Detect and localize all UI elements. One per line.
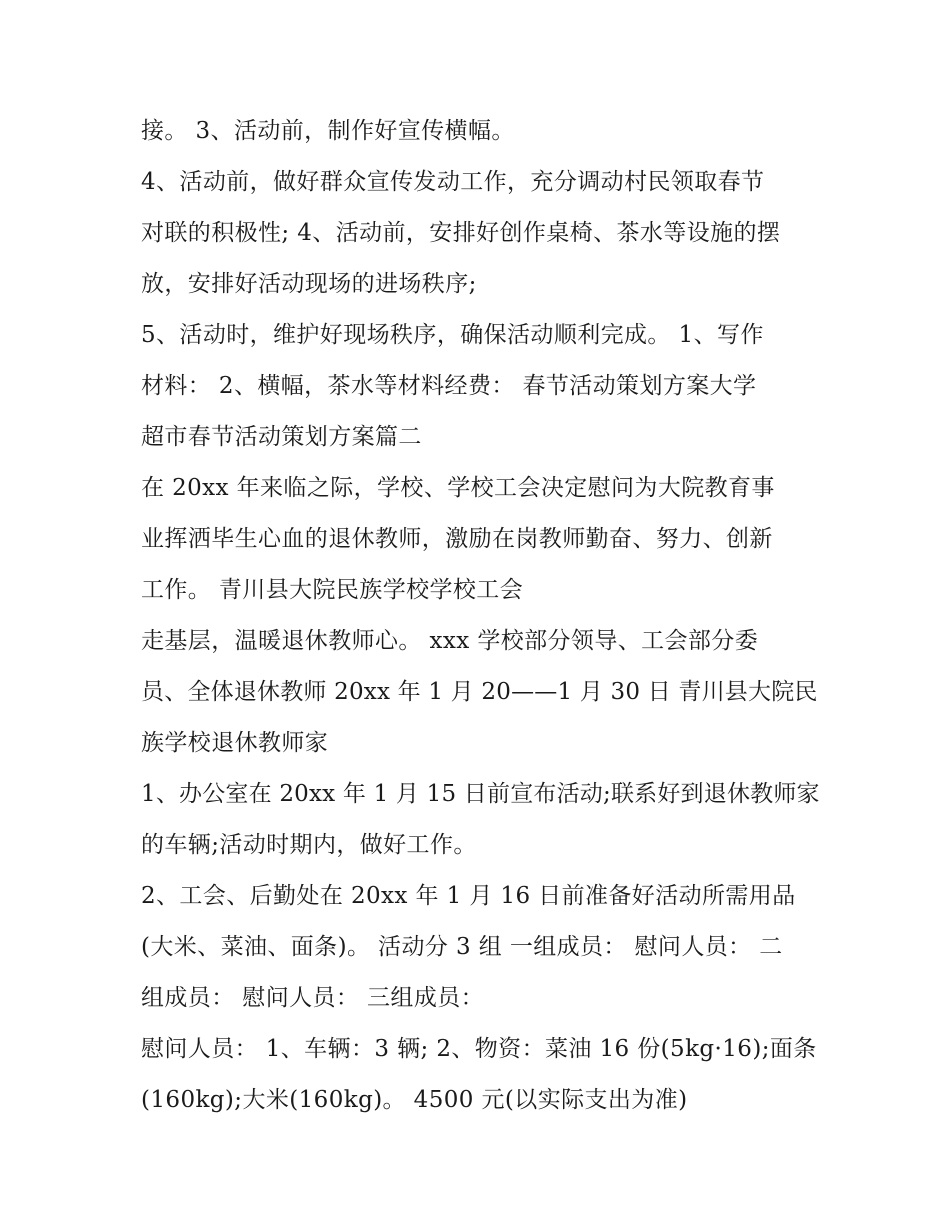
- text-line: 工作。 青川县大院民族学校学校工会: [141, 577, 524, 603]
- text-line: 接。 3、活动前，制作好宣传横幅。: [141, 118, 515, 144]
- text-line: 慰问人员： 1、车辆：3 辆; 2、物资：菜油 16 份(5kg·16);面条: [141, 1036, 817, 1062]
- text-line: 放，安排好活动现场的进场秩序;: [141, 271, 477, 297]
- text-line: 的车辆;活动时期内，做好工作。: [141, 832, 477, 858]
- text-line: 族学校退休教师家: [141, 730, 329, 756]
- text-line: (160kg);大米(160kg)。 4500 元(以实际支出为准): [141, 1087, 688, 1113]
- text-line: 走基层，温暖退休教师心。 xxx 学校部分领导、工会部分委: [141, 628, 759, 654]
- text-line: 4、活动前，做好群众宣传发动工作，充分调动村民领取春节: [141, 169, 765, 195]
- section-heading-line: 超市春节活动策划方案篇二: [141, 424, 422, 450]
- text-line: 组成员： 慰问人员： 三组成员：: [141, 985, 485, 1011]
- text-line: 业挥洒毕生心血的退休教师，激励在岗教师勤奋、努力、创新: [141, 526, 773, 552]
- document-body: [141, 106, 821, 1126]
- text-line: 材料： 2、横幅，茶水等材料经费： 春节活动策划方案大学: [141, 373, 757, 399]
- text-line: 1、办公室在 20xx 年 1 月 15 日前宣布活动;联系好到退休教师家: [141, 781, 820, 807]
- text-line: 5、活动时，维护好现场秩序，确保活动顺利完成。 1、写作: [141, 322, 764, 348]
- text-line: 员、全体退休教师 20xx 年 1 月 20——1 月 30 日 青川县大院民: [141, 679, 818, 705]
- text-line: (大米、菜油、面条)。 活动分 3 组 一组成员： 慰问人员： 二: [141, 934, 783, 960]
- text-line: 2、工会、后勤处在 20xx 年 1 月 16 日前准备好活动所需用品: [141, 883, 796, 909]
- text-line: 对联的积极性; 4、活动前，安排好创作桌椅、茶水等设施的摆: [141, 220, 781, 246]
- text-line: 在 20xx 年来临之际，学校、学校工会决定慰问为大院教育事: [141, 475, 775, 501]
